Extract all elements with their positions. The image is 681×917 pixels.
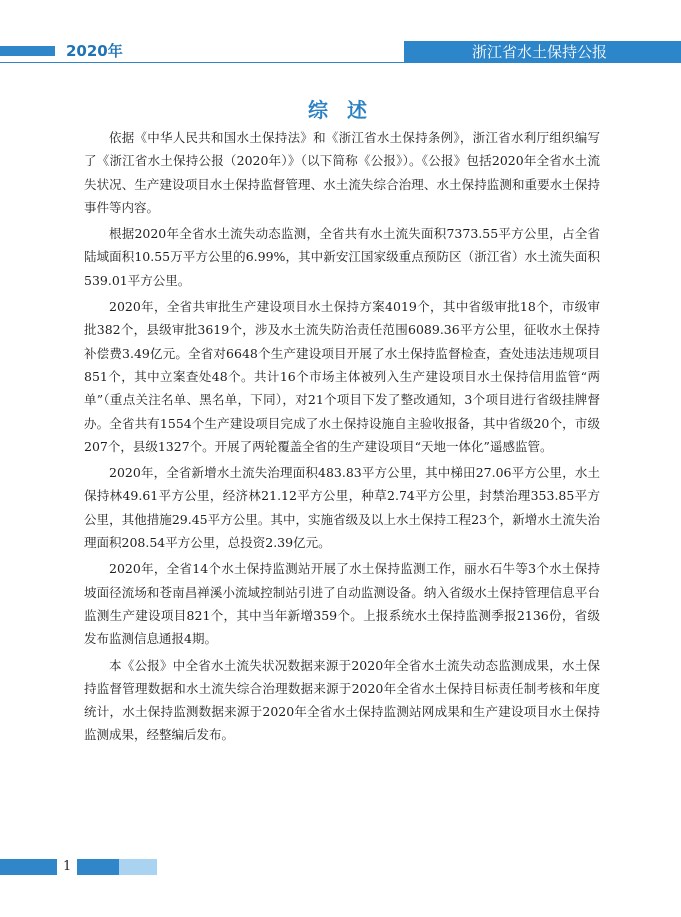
- paragraph: 2020年，全省共审批生产建设项目水土保持方案4019个，其中省级审批18个，市级审批382个，县级审批3619个，涉及水土流失防治责任范围6089.36平方公里，征收水土保持补偿费3.49亿元。全省对6648个生产建设项目开展了水土保持监督检查，查处违法违规项目851个，其中立案查处48个。共计16个市场主体被列入生产建设项目水土保持信用监管“两单”（重点关注名单、黑名单，下同），对21个项目下发了整改通知，3个项目进行省级挂牌督办。全省共有1554个生产建设项目完成了水土保持设施自主验收报备，其中省级20个，市级207个，县级1327个。开展了两轮覆盖全省的生产建设项目“天地一体化”遥感监管。: [84, 299, 600, 454]
- paragraph: 2020年，全省新增水土流失治理面积483.83平方公里，其中梯田27.06平方公里，水土保持林49.61平方公里，经济林21.12平方公里，种草2.74平方公里，封禁治理353.85平方公里，其他措施29.45平方公里。其中，实施省级及以上水土保持工程23个，新增水土流失治理面积208.54平方公里，总投资2.39亿元。: [84, 465, 600, 551]
- header-left-bar: [0, 46, 55, 56]
- page-number: 1: [63, 859, 72, 874]
- header-doc-title: 浙江省水土保持公报: [404, 41, 681, 63]
- header-year-label: 2020年: [66, 42, 123, 60]
- paragraph: 本《公报》中全省水土流失状况数据来源于2020年全省水土流失动态监测成果，水土保持监督管理数据和水土流失综合治理数据来源于2020年全省水土保持目标责任制考核和年度统计，水土保持监测数据来源于2020年全省水土保持监测站网成果和生产建设项目水土保持监测成果，经整编后发布。: [84, 657, 600, 743]
- footer-left-bar: [0, 859, 57, 875]
- footer-right-bar: [119, 859, 157, 875]
- footer-mid-bar: [77, 859, 119, 875]
- paragraph: 2020年，全省14个水土保持监测站开展了水土保持监测工作，丽水石牛等3个水土保持坡面径流场和苍南昌禅溪小流域控制站引进了自动监测设备。纳入省级水土保持管理信息平台监测生产建设项目821个，其中当年新增359个。上报系统水土保持监测季报2136份，省级发布监测信息通报4期。: [84, 561, 600, 647]
- paragraph: 依据《中华人民共和国水土保持法》和《浙江省水土保持条例》，浙江省水利厅组织编写了《浙江省水土保持公报（2020年）》（以下简称《公报》）。《公报》包括2020年全省水土流失状况、生产建设项目水土保持监督管理、水土流失综合治理、水土保持监测和重要水土保持事件等内容。: [84, 130, 600, 215]
- paragraph: 根据2020年全省水土流失动态监测，全省共有水土流失面积7373.55平方公里，占全省陆域面积10.55万平方公里的6.99%，其中新安江国家级重点预防区（浙江省）水土流失面积539.01平方公里。: [84, 226, 600, 288]
- body-text: [84, 126, 600, 750]
- page-title: 综 述: [308, 98, 373, 122]
